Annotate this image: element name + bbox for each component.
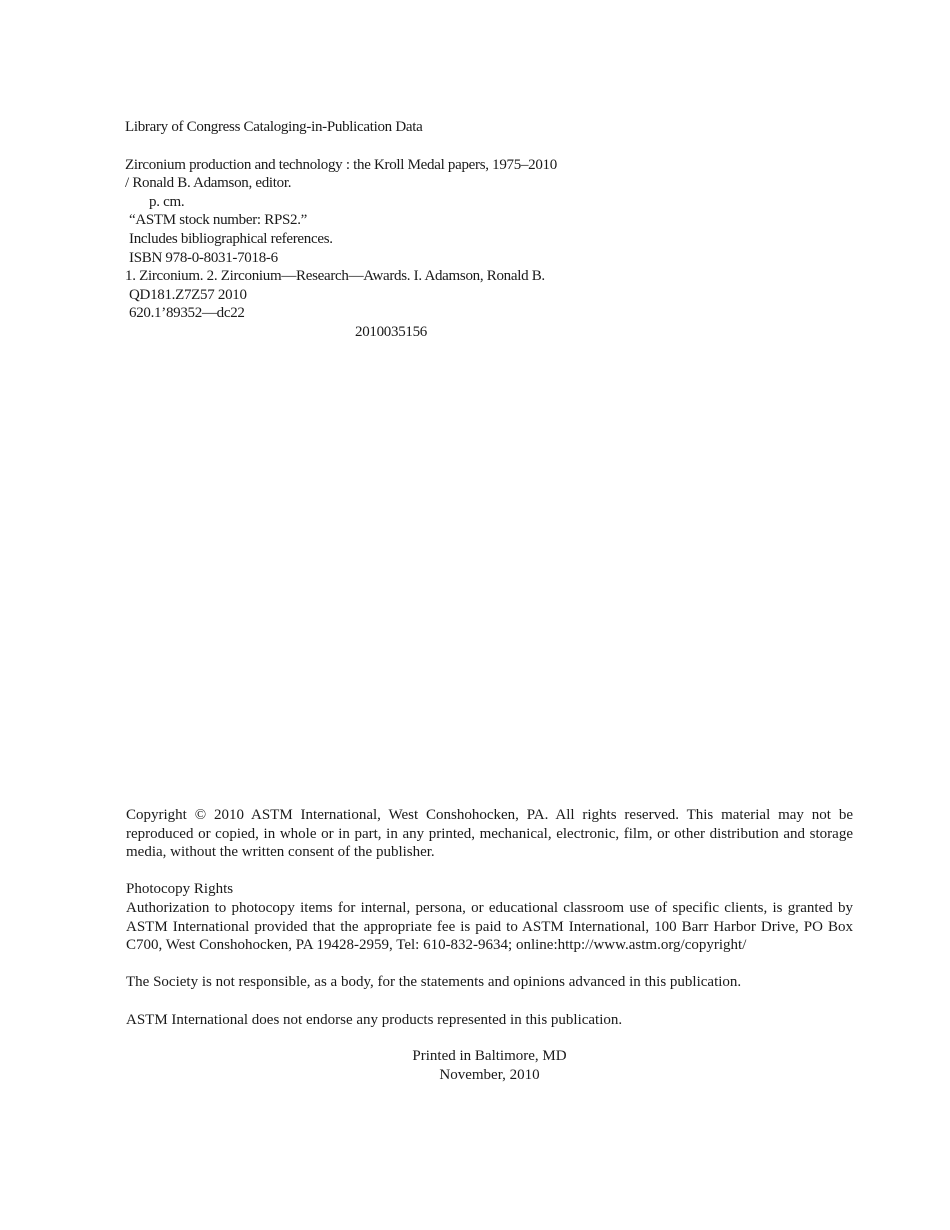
cip-physical-description: p. cm. xyxy=(149,193,185,210)
cip-lc-classification: QD181.Z7Z57 2010 xyxy=(129,286,247,303)
printed-location: Printed in Baltimore, MD xyxy=(412,1048,567,1064)
copyright-notice: Copyright © 2010 ASTM International, West Conshohocken, PA. All rights reserved. This material may not be reproduced or copied, in whole or in part, in any printed, mechanical, electronic, film, or other distribution and storage media, without the written consent of the publisher. xyxy=(126,807,853,861)
cip-subjects: 1. Zirconium. 2. Zirconium—Research—Awards. I. Adamson, Ronald B. xyxy=(125,268,545,285)
imprint-block xyxy=(126,1047,853,1084)
cip-spacer xyxy=(125,137,645,156)
cip-lccn: 2010035156 xyxy=(355,323,428,340)
photocopy-rights-heading: Photocopy Rights xyxy=(126,881,234,898)
cip-data-block xyxy=(125,118,645,342)
cip-title-line-1: Zirconium production and technology : the Kroll Medal papers, 1975–2010 xyxy=(125,156,557,173)
cip-isbn: ISBN 978-0-8031-7018-6 xyxy=(129,249,278,266)
photocopy-rights-text: Authorization to photocopy items for internal, persona, or educational classroom use of specific clients, is granted by ASTM International provided that the appropriate fee is paid to ASTM International, 100 Barr Harbor Drive, PO Box C700, West Conshohocken, PA 19428-2959, Tel: 610-832-9634; online:http://www.astm.org/copyright/ xyxy=(126,899,853,954)
cip-stock-number: “ASTM stock number: RPS2.” xyxy=(129,212,308,229)
printed-date: November, 2010 xyxy=(439,1066,540,1083)
cip-dewey-classification: 620.1’89352—dc22 xyxy=(129,305,245,322)
legal-notices xyxy=(126,806,853,1048)
responsibility-disclaimer: The Society is not responsible, as a body, for the statements and opinions advanced in this publication. xyxy=(126,974,742,991)
endorsement-disclaimer: ASTM International does not endorse any products represented in this publication. xyxy=(126,1011,623,1028)
cip-bibliography-note: Includes bibliographical references. xyxy=(129,230,333,247)
cip-title-line-2: / Ronald B. Adamson, editor. xyxy=(125,175,292,192)
cip-header: Library of Congress Cataloging-in-Publication Data xyxy=(125,119,423,135)
photocopy-rights-section xyxy=(126,880,853,954)
